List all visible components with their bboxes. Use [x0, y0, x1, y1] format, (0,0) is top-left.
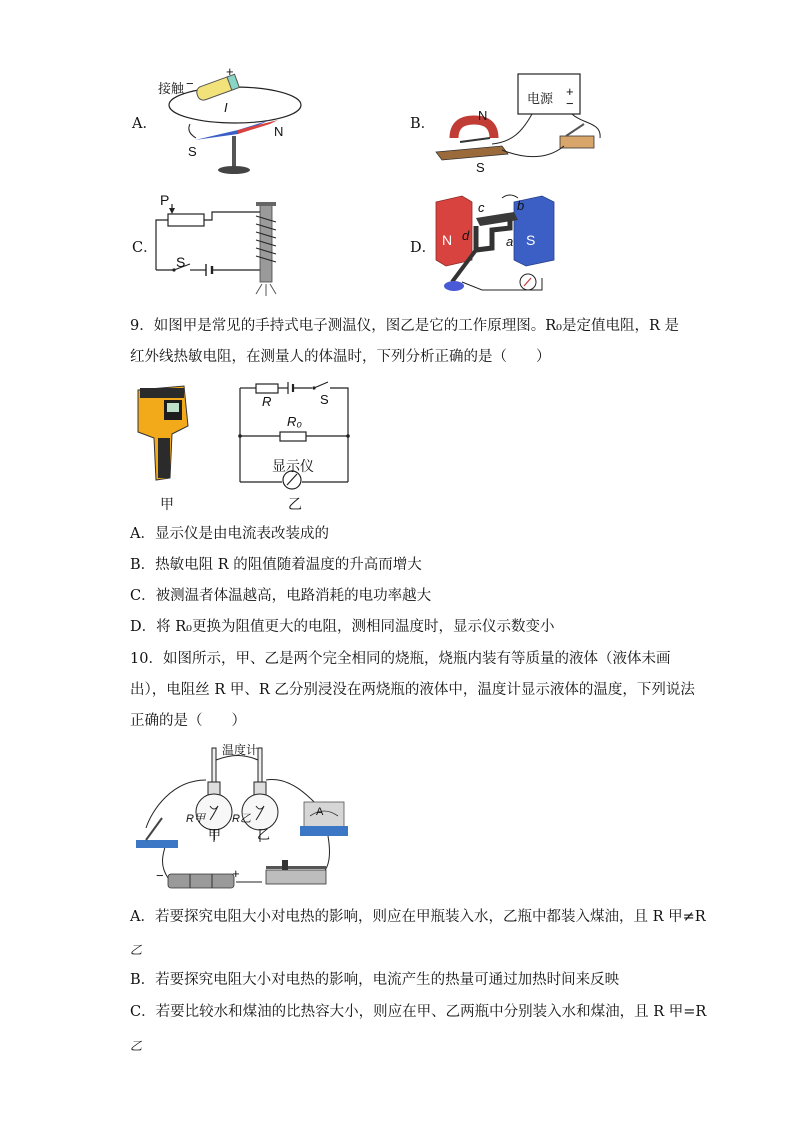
q9-label-r: R	[262, 394, 272, 409]
q9-option-c[interactable]: C．被测温者体温越高，电路消耗的电功率越大	[130, 588, 432, 604]
q8-d-d-label: d	[462, 228, 470, 243]
q9-thermometer-gun-image	[130, 382, 194, 490]
q8-d-b-label: b	[517, 198, 525, 213]
q9-label-display: 显示仪	[272, 458, 314, 474]
q10-stem-line-3: 正确的是（ ）	[130, 713, 246, 729]
q8-b-n-pole: N	[478, 108, 488, 123]
q8-option-a-letter[interactable]: A．	[132, 116, 157, 132]
q8-figure-d	[432, 190, 562, 306]
q10-stem-line-2: 出），电阻丝 R 甲、R 乙分别浸没在两烧瓶的液体中，温度计显示液体的温度，下列说法	[130, 682, 695, 698]
q8-c-s-label: S	[176, 254, 186, 270]
q8-b-minus: −	[566, 96, 574, 111]
q9-stem-line-2: 红外线热敏电阻，在测量人的体温时，下列分析正确的是（ ）	[130, 349, 551, 365]
q10-option-b[interactable]: B．若要探究电阻大小对电热的影响，电流产生的热量可通过加热时间来反映	[130, 972, 620, 988]
q8-a-jiechu: 接触	[158, 81, 185, 96]
q9-option-b[interactable]: B．热敏电阻 R 的阻值随着温度的升高而增大	[130, 557, 422, 573]
q9-label-s: S	[320, 392, 329, 407]
q8-a-minus: −	[186, 76, 194, 91]
q10-r-yi-label: R乙	[232, 813, 251, 825]
q8-d-a-label: a	[506, 234, 514, 249]
q8-option-c-letter[interactable]: C．	[132, 240, 158, 256]
q9-option-a[interactable]: A．显示仪是由电流表改装成的	[130, 526, 329, 542]
q9-label-r0: R₀	[287, 414, 302, 429]
q8-option-b-letter[interactable]: B．	[410, 116, 436, 132]
q9-option-d[interactable]: D．将 R₀更换为阻值更大的电阻，测相同温度时，显示仪示数变小	[130, 619, 555, 635]
q10-r-jia-label: R甲	[186, 813, 205, 825]
q8-a-plus: +	[226, 64, 234, 79]
q8-option-d-letter[interactable]: D．	[410, 240, 437, 256]
q8-a-n-pole: N	[274, 124, 284, 139]
q10-stem-line-1: 10．如图所示，甲、乙是两个完全相同的烧瓶，烧瓶内装有等质量的液体（液体未画	[130, 651, 671, 667]
q9-stem-line-1: 9．如图甲是常见的手持式电子测温仪，图乙是它的工作原理图。R₀是定值电阻，R 是	[130, 318, 679, 334]
q9-figure-jia-caption: 甲	[160, 496, 174, 512]
q10-option-c-line-1[interactable]: C．若要比较水和煤油的比热容大小，则应在甲、乙两瓶中分别装入水和煤油，且 R 甲=R	[130, 1004, 707, 1020]
q9-figure-yi-caption: 乙	[288, 496, 302, 512]
q8-a-current-label: I	[224, 100, 228, 115]
q10-option-a-line-2: 乙	[130, 943, 143, 957]
q8-figure-c	[150, 192, 290, 304]
q8-b-s-pole: S	[476, 160, 485, 175]
q8-d-c-label: c	[478, 200, 485, 215]
q10-ammeter-a-label: A	[316, 806, 324, 818]
q8-b-plus: +	[566, 84, 574, 99]
q8-a-s-pole: S	[188, 144, 197, 159]
q10-flask-jia-caption: 甲	[208, 827, 222, 842]
q10-battery-minus: −	[156, 868, 164, 883]
q10-option-a-line-1[interactable]: A．若要探究电阻大小对电热的影响，则应在甲瓶装入水，乙瓶中都装入煤油，且 R 甲≠R	[130, 909, 706, 925]
q8-d-s-pole: S	[526, 232, 536, 248]
q8-c-p-label: P	[160, 192, 170, 208]
q10-battery-plus: +	[232, 866, 240, 881]
q10-thermometer-label: 温度计	[222, 743, 259, 757]
q8-d-n-pole: N	[442, 232, 453, 248]
q10-option-c-line-2: 乙	[130, 1039, 143, 1053]
q10-flask-yi-caption: 乙	[257, 827, 271, 842]
q8-b-power-label: 电源	[527, 91, 554, 106]
q8-figure-b	[432, 72, 612, 172]
